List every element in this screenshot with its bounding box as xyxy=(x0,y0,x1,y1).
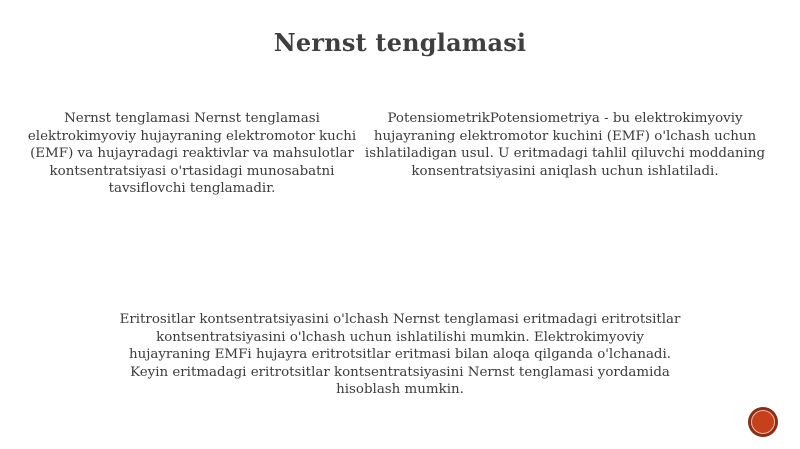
slide-title: Nernst tenglamasi xyxy=(273,28,527,57)
next-slide-circle-icon[interactable] xyxy=(748,407,778,437)
nav-button-inner xyxy=(751,410,775,434)
text-block-nernst-equation: Nernst tenglamasi Nernst tenglamasi elektrokimyoviy hujayraning elektromotor kuchi (EMF) va hujayradagi reaktivlar va mahsulotlar kontsentratsiyasi o'rtasidagi munosabatni tavsiflovchi tenglamadir. xyxy=(27,111,357,196)
text-block-erythrocytes: Eritrositlar kontsentratsiyasini o'lchash Nernst tenglamasi eritmadagi eritrotsitlar kontsentratsiyasini o'lchash uchun ishlatilishi mumkin. Elektrokimyoviy hujayraning EMFi hujayra eritrotsitlar eritmasi bilan aloqa qilganda o'lchanadi. Keyin eritmadagi eritrotsitlar kontsentratsiyasini Nernst tenglamasi yordamida hisoblash mumkin. xyxy=(119,312,681,397)
text-block-potentiometry: PotensiometrikPotensiometriya - bu elektrokimyoviy hujayraning elektromotor kuchini (EMF) o'lchash uchun ishlatiladigan usul. U eritmadagi tahlil qiluvchi moddaning konsentratsiyasini aniqlash uchun ishlatiladi. xyxy=(364,111,766,179)
